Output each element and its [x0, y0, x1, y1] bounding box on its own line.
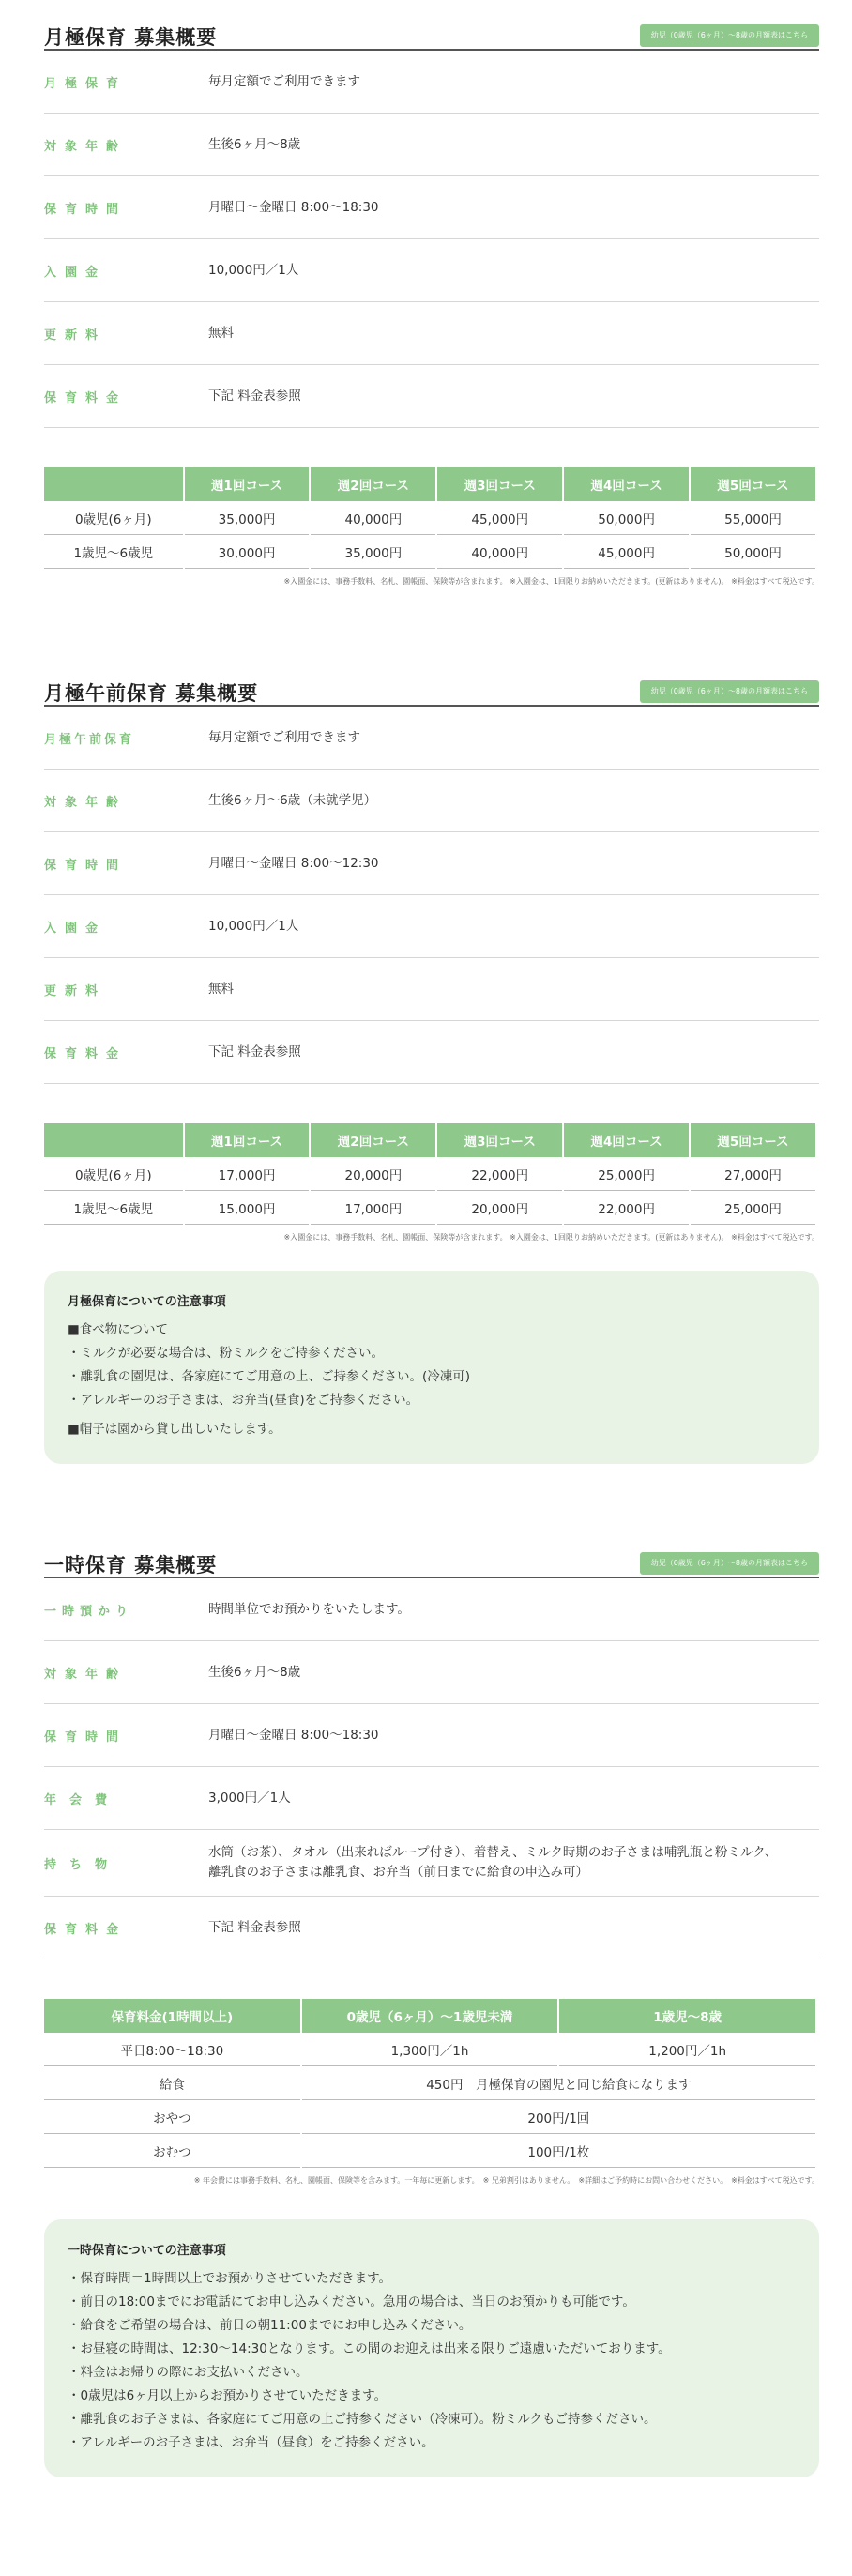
table-cell: 1歳児〜6歳児 [44, 535, 183, 569]
table-header-cell: 週2回コース [311, 1123, 435, 1157]
table-header-cell: 週5回コース [691, 1123, 815, 1157]
row-label: 保育時間 [44, 858, 128, 873]
row-label: 月極保育 [44, 76, 128, 91]
table-cell: 17,000円 [311, 1191, 435, 1225]
row-value: 生後6ヶ月〜6歳（未就学児） [208, 792, 377, 808]
row-label: 対象年齢 [44, 795, 128, 810]
row-label: 更新料 [44, 328, 107, 343]
temporary-row-age [44, 1641, 819, 1704]
table-cell: 25,000円 [564, 1157, 689, 1191]
temporary-notes-box [44, 2219, 819, 2477]
table-header-cell: 週4回コース [564, 467, 689, 501]
temporary-row-annual-fee [44, 1767, 819, 1830]
row-label: 一時預かり [44, 1604, 134, 1619]
table-cell: おむつ [44, 2134, 300, 2168]
temporary-row-belongings [44, 1830, 819, 1897]
table-header-cell [44, 467, 183, 501]
note-line: ・お昼寝の時間は、12:30〜14:30となります。この間のお迎えは出来る限りご遠慮いただいております。 [68, 2341, 671, 2356]
table-row [44, 535, 815, 569]
monthly-table-note: ※入園金には、事務手数料、名札、園帳面、保険等が含まれます。 ※入園金は、1回限りお納めいただきます。(更新はありません)。 ※料金はすべて税込です。 [283, 577, 819, 586]
table-header-row [44, 1123, 815, 1157]
morning-row-renewal [44, 958, 819, 1021]
row-value: 下記 料金表参照 [208, 1044, 301, 1059]
monthly-title: 月極保育 募集概要 [44, 26, 218, 49]
table-cell: 450円 月極保育の園児と同じ給食になります [302, 2066, 815, 2100]
table-cell: 0歳児(6ヶ月) [44, 1157, 183, 1191]
table-row [44, 2134, 815, 2168]
note-line: ・給食をご希望の場合は、前日の朝11:00までにお申し込みください。 [68, 2318, 472, 2333]
table-cell: 35,000円 [311, 535, 435, 569]
monthly-notes-title: 月極保育についての注意事項 [68, 1295, 226, 1309]
note-line: ・アレルギーのお子さまは、お弁当(昼食)をご持参ください。 [68, 1393, 419, 1408]
row-value: 生後6ヶ月〜8歳 [208, 136, 301, 152]
table-header-cell: 週1回コース [185, 1123, 310, 1157]
table-header-cell: 1歳児〜8歳 [559, 1999, 815, 2033]
row-label: 月極午前保育 [44, 732, 135, 747]
note-line: ・料金はお帰りの際にお支払いください。 [68, 2365, 309, 2380]
table-cell: おやつ [44, 2100, 300, 2134]
table-cell: 55,000円 [691, 501, 815, 535]
morning-fee-table [42, 1123, 817, 1225]
temporary-header [44, 1528, 819, 1578]
monthly-row-type [44, 51, 819, 114]
temporary-row-hours [44, 1704, 819, 1767]
row-value: 10,000円／1人 [208, 262, 299, 278]
row-label: 保育時間 [44, 202, 128, 217]
row-label: 入園金 [44, 265, 107, 280]
monthly-fee-table [42, 467, 817, 569]
table-cell: 40,000円 [311, 501, 435, 535]
temporary-fee-link-button[interactable]: 幼児（0歳児（6ヶ月）〜8歳の月額表はこちら [640, 1552, 819, 1575]
row-value: 3,000円／1人 [208, 1790, 291, 1806]
morning-row-admission [44, 895, 819, 958]
table-header-cell [44, 1123, 183, 1157]
note-line: ・前日の18:00までにお電話にてお申し込みください。急用の場合は、当日のお預かりも可能です。 [68, 2294, 635, 2309]
morning-row-hours [44, 832, 819, 895]
row-value: 無料 [208, 981, 234, 997]
table-cell: 25,000円 [691, 1191, 815, 1225]
note-line: ■帽子は園から貸し出しいたします。 [68, 1422, 281, 1437]
row-label: 持ち物 [44, 1857, 121, 1872]
table-header-cell: 0歳児（6ヶ月）〜1歳児未満 [302, 1999, 558, 2033]
row-value: 無料 [208, 325, 234, 341]
note-line: ・アレルギーのお子さまは、お弁当（昼食）をご持参ください。 [68, 2435, 434, 2450]
table-cell: 20,000円 [311, 1157, 435, 1191]
note-line: ・離乳食の園児は、各家庭にてご用意の上、ご持参ください。(冷凍可) [68, 1369, 471, 1384]
temporary-info-list [44, 1578, 819, 1959]
note-line: ・離乳食のお子さまは、各家庭にてご用意の上ご持参ください（冷凍可）。粉ミルクもご持参ください。 [68, 2412, 657, 2427]
table-row [44, 2100, 815, 2134]
temporary-row-fee [44, 1897, 819, 1959]
row-value: 月曜日〜金曜日 8:00〜18:30 [208, 1727, 379, 1743]
table-cell: 35,000円 [185, 501, 310, 535]
row-value: 水筒（お茶）、タオル（出来ればループ付き）、着替え、ミルク時期のお子さまは哺乳瓶と粉ミルク、離乳食のお子さまは離乳食、お弁当（前日までに給食の申込み可） [208, 1845, 778, 1880]
table-row [44, 1191, 815, 1225]
note-line: ・保育時間＝1時間以上でお預かりさせていただきます。 [68, 2271, 392, 2286]
temporary-table-note: ※ 年会費には事務手数料、名札、園帳面、保険等を含みます。一年毎に更新します。 ※ 兄弟割引はありません。 ※詳細はご予約時にお問い合わせください。 ※料金はすべて税込です。 [193, 2176, 819, 2185]
table-cell: 45,000円 [564, 535, 689, 569]
table-row [44, 2066, 815, 2100]
temporary-section [44, 1528, 819, 2477]
table-header-cell: 週4回コース [564, 1123, 689, 1157]
row-label: 保育料金 [44, 1046, 128, 1061]
note-line: ■食べ物について [68, 1322, 168, 1337]
morning-info-list [44, 707, 819, 1084]
row-label: 年会費 [44, 1792, 121, 1807]
row-label: 更新料 [44, 983, 107, 998]
row-label: 対象年齢 [44, 139, 128, 154]
morning-row-fee [44, 1021, 819, 1084]
table-cell: 200円/1回 [302, 2100, 815, 2134]
table-header-cell: 保育料金(1時間以上) [44, 1999, 300, 2033]
table-header-row [44, 1999, 815, 2033]
row-value: 月曜日〜金曜日 8:00〜18:30 [208, 199, 379, 215]
temporary-notes-title: 一時保育についての注意事項 [68, 2244, 226, 2258]
table-header-cell: 週1回コース [185, 467, 310, 501]
row-label: 保育料金 [44, 1922, 128, 1937]
table-cell: 27,000円 [691, 1157, 815, 1191]
row-value: 月曜日〜金曜日 8:00〜12:30 [208, 855, 379, 871]
temporary-row-type [44, 1578, 819, 1641]
table-cell: 給食 [44, 2066, 300, 2100]
table-row [44, 501, 815, 535]
row-value: 時間単位でお預かりをいたします。 [208, 1601, 410, 1617]
table-cell: 100円/1枚 [302, 2134, 815, 2168]
monthly-section [44, 0, 819, 587]
table-header-row [44, 467, 815, 501]
table-header-cell: 週3回コース [437, 467, 562, 501]
table-cell: 50,000円 [564, 501, 689, 535]
table-cell: 15,000円 [185, 1191, 310, 1225]
table-cell: 40,000円 [437, 535, 562, 569]
monthly-info-list [44, 51, 819, 428]
morning-row-age [44, 770, 819, 832]
table-header-cell: 週5回コース [691, 467, 815, 501]
monthly-row-hours [44, 176, 819, 239]
table-row [44, 1157, 815, 1191]
table-cell: 1歳児〜6歳児 [44, 1191, 183, 1225]
table-cell: 平日8:00〜18:30 [44, 2033, 300, 2066]
table-cell: 50,000円 [691, 535, 815, 569]
row-value: 生後6ヶ月〜8歳 [208, 1664, 301, 1680]
morning-section [44, 656, 819, 1464]
row-value: 下記 料金表参照 [208, 1919, 301, 1935]
morning-title: 月極午前保育 募集概要 [44, 682, 259, 705]
note-line: ・ミルクが必要な場合は、粉ミルクをご持参ください。 [68, 1346, 384, 1361]
row-label: 保育料金 [44, 390, 128, 405]
table-cell: 30,000円 [185, 535, 310, 569]
row-label: 対象年齢 [44, 1667, 128, 1682]
morning-row-type [44, 707, 819, 770]
table-cell: 45,000円 [437, 501, 562, 535]
table-header-cell: 週3回コース [437, 1123, 562, 1157]
monthly-row-admission [44, 239, 819, 302]
monthly-header [44, 0, 819, 51]
monthly-fee-link-button[interactable]: 幼児（0歳児（6ヶ月）〜8歳の月額表はこちら [640, 24, 819, 47]
row-value: 10,000円／1人 [208, 918, 299, 934]
monthly-row-age [44, 114, 819, 176]
row-label: 入園金 [44, 921, 107, 936]
monthly-row-renewal [44, 302, 819, 365]
morning-fee-link-button[interactable]: 幼児（0歳児（6ヶ月）〜8歳の月額表はこちら [640, 680, 819, 703]
row-value: 下記 料金表参照 [208, 388, 301, 404]
morning-header [44, 656, 819, 707]
table-header-cell: 週2回コース [311, 467, 435, 501]
row-label: 保育時間 [44, 1730, 128, 1745]
table-cell: 20,000円 [437, 1191, 562, 1225]
temporary-fee-table [42, 1999, 817, 2168]
table-cell: 1,300円／1h [302, 2033, 558, 2066]
row-value: 毎月定額でご利用できます [208, 729, 360, 745]
morning-table-note: ※入園金には、事務手数料、名札、園帳面、保険等が含まれます。 ※入園金は、1回限りお納めいただきます。(更新はありません)。 ※料金はすべて税込です。 [283, 1233, 819, 1242]
temporary-title: 一時保育 募集概要 [44, 1554, 218, 1577]
row-value: 毎月定額でご利用できます [208, 73, 360, 89]
table-cell: 17,000円 [185, 1157, 310, 1191]
table-cell: 22,000円 [437, 1157, 562, 1191]
table-cell: 1,200円／1h [559, 2033, 815, 2066]
table-cell: 0歳児(6ヶ月) [44, 501, 183, 535]
monthly-notes-box [44, 1271, 819, 1464]
table-row [44, 2033, 815, 2066]
note-line: ・0歳児は6ヶ月以上からお預かりさせていただきます。 [68, 2388, 388, 2403]
table-cell: 22,000円 [564, 1191, 689, 1225]
monthly-row-fee [44, 365, 819, 428]
